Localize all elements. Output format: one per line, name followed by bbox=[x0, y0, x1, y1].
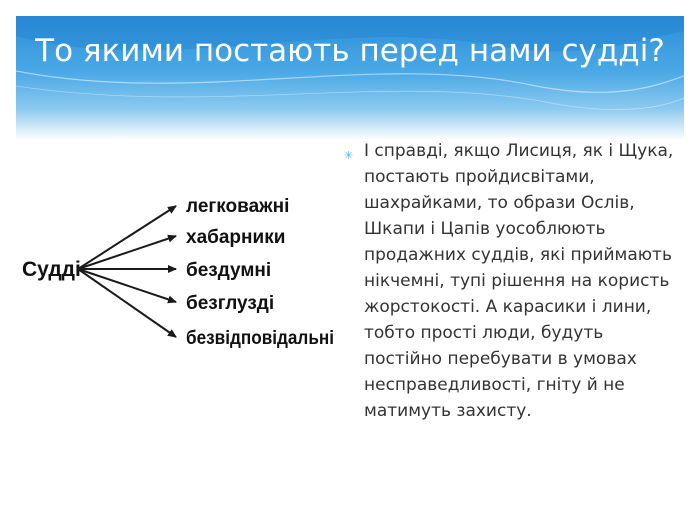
sparkle-bullet-icon: ✳ bbox=[344, 149, 354, 162]
diagram-arrow bbox=[78, 269, 176, 302]
diagram-branch-label: безглузді bbox=[186, 293, 275, 314]
diagram-branch-label: безвідповідальні bbox=[186, 328, 334, 349]
diagram-branch-label: хабарники bbox=[186, 227, 286, 248]
diagram-branch-label: бездумні bbox=[186, 260, 272, 281]
diagram-branch-label: легковажні bbox=[186, 196, 290, 217]
diagram-root-label: Судді bbox=[22, 258, 81, 281]
diagram-arrow bbox=[78, 269, 176, 337]
diagram-arrow bbox=[78, 236, 176, 269]
judges-diagram bbox=[20, 180, 340, 360]
diagram-arrow bbox=[78, 206, 176, 269]
bullet-paragraph bbox=[344, 138, 684, 424]
bullet-text: І справді, якщо Лисиця, як і Щука, постають пройдисвітами, шахрайками, то образи Ослів, Шкапи і Цапів уособлюють продажних суддів, які приймають нікчемні, тупі рішення на користь жорстокості. А карасики і лини, тобто прості люди, будуть постійно перебувати в умовах несправедливості, гніту й не матимуть захисту. bbox=[364, 141, 674, 421]
slide-title: То якими постають перед нами судді? bbox=[35, 33, 665, 69]
